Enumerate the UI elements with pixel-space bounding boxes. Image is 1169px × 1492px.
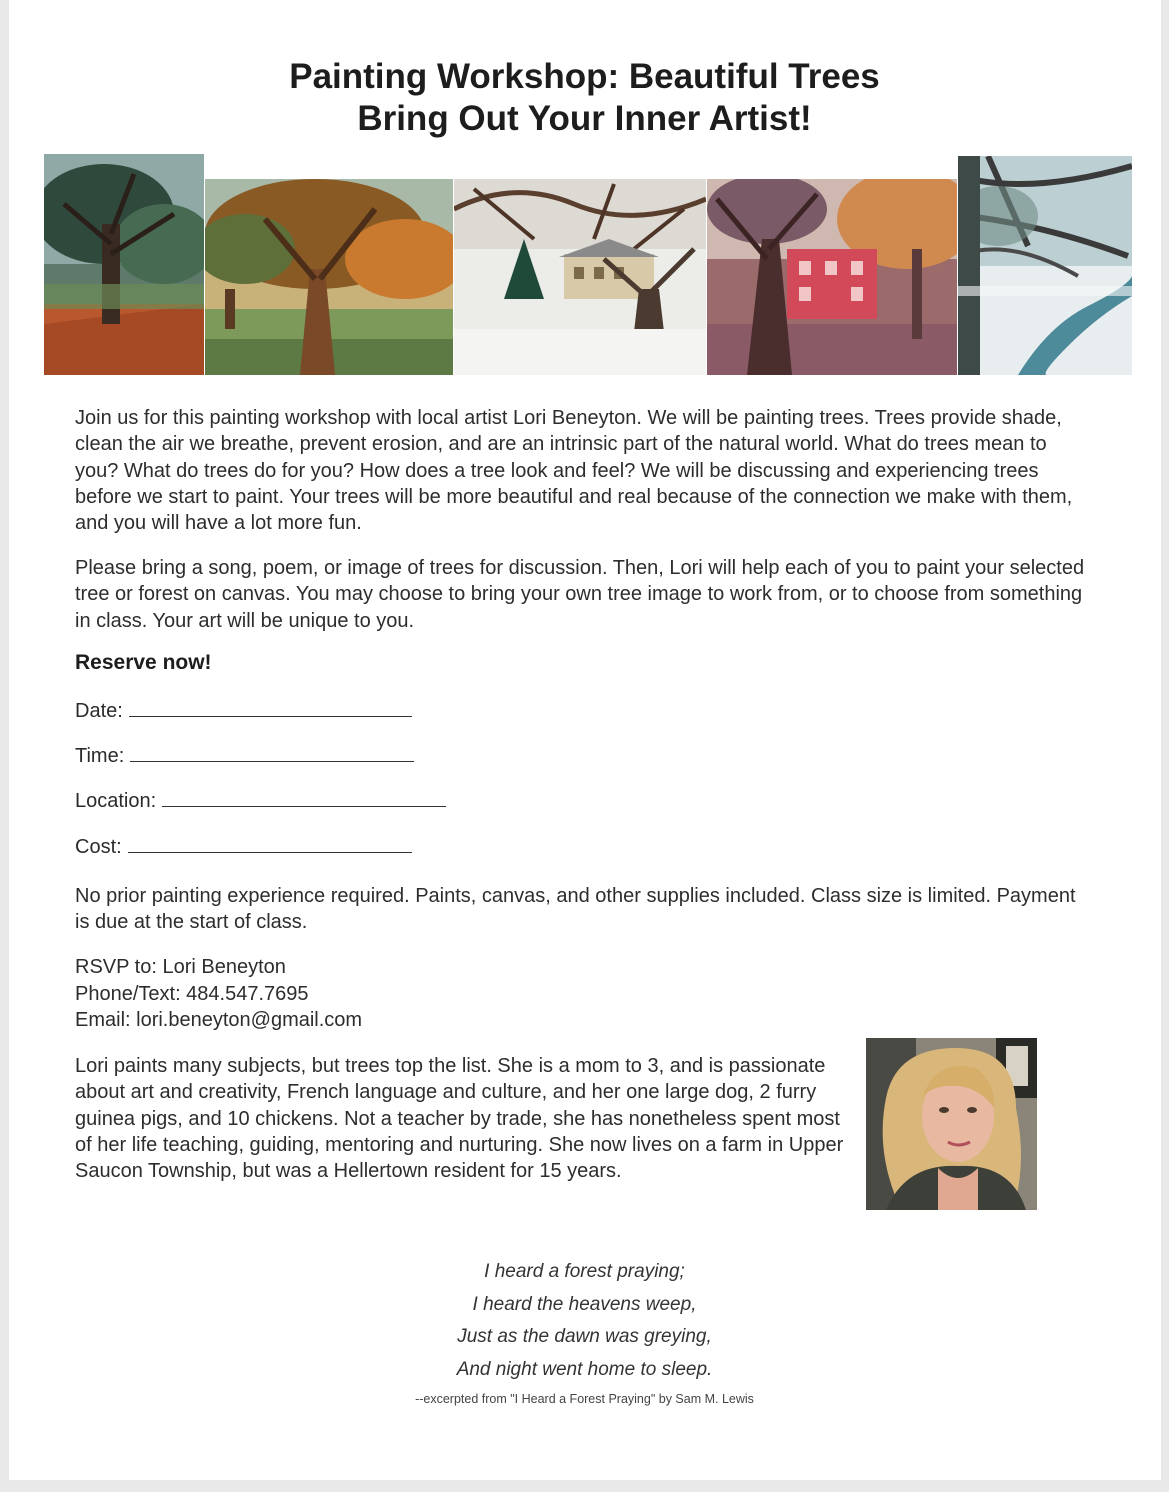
intro-paragraph: Join us for this painting workshop with local artist Lori Beneyton. We will be painting trees. Trees provide shade, clean the air we breathe, prevent erosion, and are an intrinsic part of the natural world. What do trees mean to you? What do trees do for you? How does a tree look and feel? We will be discussing and experiencing trees before we start to paint. Your trees will be more beautiful and real because of the connection we make with them, and you will have a lot more fun.: [75, 407, 1073, 535]
date-blank-line[interactable]: [129, 698, 412, 717]
poem-line-4: And night went home to sleep.: [456, 1358, 713, 1380]
location-label: Location:: [75, 790, 157, 812]
poem-line-2: I heard the heavens weep,: [472, 1293, 697, 1315]
poem-line-1: I heard a forest praying;: [484, 1261, 685, 1282]
painting-strip: [0, 150, 1169, 380]
email-line[interactable]: Email: lori.beneyton@gmail.com: [75, 1009, 363, 1031]
time-label: Time:: [75, 745, 125, 767]
title-line-1: Painting Workshop: Beautiful Trees: [289, 57, 880, 96]
pink-house-tree-painting: [707, 179, 957, 375]
cost-label: Cost:: [75, 836, 122, 858]
artist-portrait: [866, 1038, 1037, 1210]
autumn-tree-painting: [205, 179, 453, 375]
location-blank-line[interactable]: [162, 788, 446, 807]
cost-field: [75, 834, 412, 860]
winter-stream-tree-painting: [958, 156, 1132, 375]
rsvp-line: RSVP to: Lori Beneyton: [75, 956, 286, 978]
date-label: Date:: [75, 700, 123, 722]
snow-house-tree-painting: [454, 179, 706, 375]
flyer-title: [0, 56, 1169, 140]
reserve-heading: Reserve now!: [75, 651, 212, 674]
time-blank-line[interactable]: [130, 743, 414, 762]
bio-paragraph: Lori paints many subjects, but trees top the list. She is a mom to 3, and is passionate about art and creativity, French language and culture, and her one large dog, 2 furry guinea pigs, and 10 chickens. Not a teacher by trade, she has nonetheless spent most of her life teaching, guiding, mentoring and nurturing. She now lives on a farm in Upper Saucon Township, but was a Hellertown resident for 15 years.: [75, 1055, 844, 1183]
location-field: [75, 788, 446, 814]
phone-line: Phone/Text: 484.547.7695: [75, 982, 309, 1005]
date-field: [75, 698, 412, 724]
poem-credit: --excerpted from "I Heard a Forest Praying" by Sam M. Lewis: [415, 1392, 754, 1406]
title-line-2: Bring Out Your Inner Artist!: [357, 99, 812, 138]
requirements-paragraph: No prior painting experience required. Paints, canvas, and other supplies included. Class size is limited. Payment is due at the start of class.: [75, 885, 1076, 934]
cost-blank-line[interactable]: [128, 834, 412, 853]
time-field: [75, 743, 414, 769]
contact-block: [75, 954, 1085, 1034]
poem-line-3: Just as the dawn was greying,: [457, 1326, 712, 1347]
poem: [0, 1256, 1169, 1386]
bring-paragraph: Please bring a song, poem, or image of trees for discussion. Then, Lori will help each of you to paint your selected tree or forest on canvas. You may choose to bring your own tree image to work from, or to choose from something in class. Your art will be unique to you.: [75, 557, 1085, 632]
dark-tree-painting: [44, 154, 204, 375]
